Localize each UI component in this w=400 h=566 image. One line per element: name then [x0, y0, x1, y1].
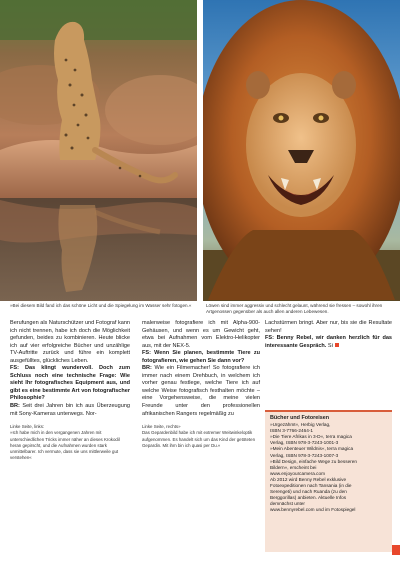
lion-image [203, 0, 400, 301]
page-marker-tab [392, 545, 400, 555]
paragraph [10, 365, 130, 403]
info-line: »Urgezähmt«, Herbig Verlag, [270, 422, 331, 428]
speaker-label: BR: [142, 365, 152, 372]
side-caption [10, 424, 130, 461]
side-caption [142, 424, 260, 449]
answer-text: Wie ein Filmemacher! So fotografiere ich immer nach einem Drehbuch, in welchem ich vorher genau festlege, welche Tiere ich auf welche Weise fotografisch festhalten möchte – eine Vorgehensweise, die meine vielen Freunde unter den professionellen afrikanischen Rangers regelmäßig zu [142, 365, 260, 417]
info-line: Ab 2012 wird Benny Rebel exklusive [270, 476, 347, 482]
info-line: Verlag, ISBN 978-3-7243-1007-3 [270, 452, 339, 458]
paragraph: malerweise fotografiere ich mit Alpha-900-Gehäusen, und wenn es um Gewicht geht, etwa bei Aufnahmen vom Elektro-Helikopter aus, mit der NEX-5. [142, 320, 260, 349]
info-line: Serengeti) und nach Ruanda (zu den [270, 489, 347, 495]
info-line: Bildern«, erscheint bei [270, 464, 317, 470]
article-column-3 [265, 320, 392, 350]
side-caption-title: Linke Seite, rechts» [142, 424, 181, 430]
speaker-label: BR: [10, 403, 20, 410]
paragraph [10, 403, 130, 418]
paragraph: Lachstürmen bringt. Aber nur, bis sie die Resultate sehen! [265, 320, 392, 334]
signature-text: Si [327, 342, 333, 349]
info-line: »Mein Abenteuer Wildnis«, terra magica [270, 446, 354, 452]
photo-caption-left: »Bei diesem Bild fand ich das schöne Licht und die Spiegelung im Wasser sehr fotogen.« [10, 303, 192, 308]
info-line: »Bild Design, einfache Wege zu besseren [270, 458, 357, 464]
cheetah-image [0, 0, 197, 301]
question-text: Wenn Sie planen, bestimmte Tiere zu fotografieren, wie gehen Sie dann vor? [142, 350, 260, 364]
info-line: Verlag, ISBN 978-3-7243-1001-3 [270, 440, 339, 446]
article-column-1 [10, 320, 130, 461]
paragraph [142, 365, 260, 418]
info-line: demnächst unter [270, 501, 305, 507]
end-mark-icon [335, 343, 339, 347]
answer-text: Seit drei Jahren bin ich aus Überzeugung mit Sony-Kameras unterwegs. Nor- [10, 403, 130, 417]
paragraph [142, 350, 260, 365]
info-link[interactable]: www.bennyrebel.com und im Fotospiegel [270, 507, 356, 513]
paragraph [265, 335, 392, 350]
info-line: »Die Tiere Afrikas in 3-D«, terra magica [270, 434, 352, 440]
info-line: Berggorillas) anbieten. Aktuelle Infos [270, 495, 347, 501]
info-link[interactable]: www.enjoyourcamera.com [270, 470, 325, 476]
side-caption-text: »Ich habe mich in den vergangenen Jahren mit unterschiedlichen Tricks immer näher an dieses Krokodil heran gepirscht, und die Aufnahmen wurden stark unmittelbarer. Ich vermute, dass sie uns mittlerweile gut verstehen« [10, 430, 120, 461]
info-line: ISBN 3-7766-2464-1 [270, 428, 313, 434]
speaker-label: FS: [142, 350, 151, 357]
lion-photo [203, 0, 400, 301]
speaker-label: FS: [10, 365, 19, 372]
side-caption-text: Das Gepardenbild habe ich mit extremer Weitwinkeloptik aufgenommen. Es handelt sich um das Kind der getöteten Gepardin. Mit ihm bin ich quasi per Du.« [142, 430, 256, 448]
side-caption-title: Linke Seite, links: [10, 424, 45, 430]
question-text: Benny Rebel, wir danken herzlich für das interessante Gespräch. [265, 335, 392, 349]
speaker-label: FS: [265, 335, 274, 342]
info-line: Fotoexpeditionen nach Tansania (in die [270, 483, 352, 489]
paragraph: Berufungen als Naturschützer und Fotograf kann ich nicht trennen, habe ich doch die Möglichkeit gefunden, beides zu kombinieren. Heute blicke ich auf vier erfolgreiche Bücher und unzählige TV-Auftritte zurück und führe ein komplett ausgefülltes, glückliches Leben. [10, 320, 130, 364]
photo-caption-right: Löwen sind immer aggressiv und schlecht gelaunt, während sie fressen – sowohl ihren Artgenossen gegenüber als auch allen anderen Lebewesen. [206, 303, 383, 315]
cheetah-photo [0, 0, 197, 301]
question-text: Das klingt wundervoll. Doch zum Schluss noch eine technische Frage: Wie sieht Ihr fotografisches Equipment aus, und gibt es eine bestimmte Art von fotografischer Philosophie? [10, 365, 130, 402]
info-box-title: Bücher und Fotoreisen [270, 415, 330, 421]
article-column-2 [142, 320, 260, 449]
book-info-box [265, 410, 392, 552]
